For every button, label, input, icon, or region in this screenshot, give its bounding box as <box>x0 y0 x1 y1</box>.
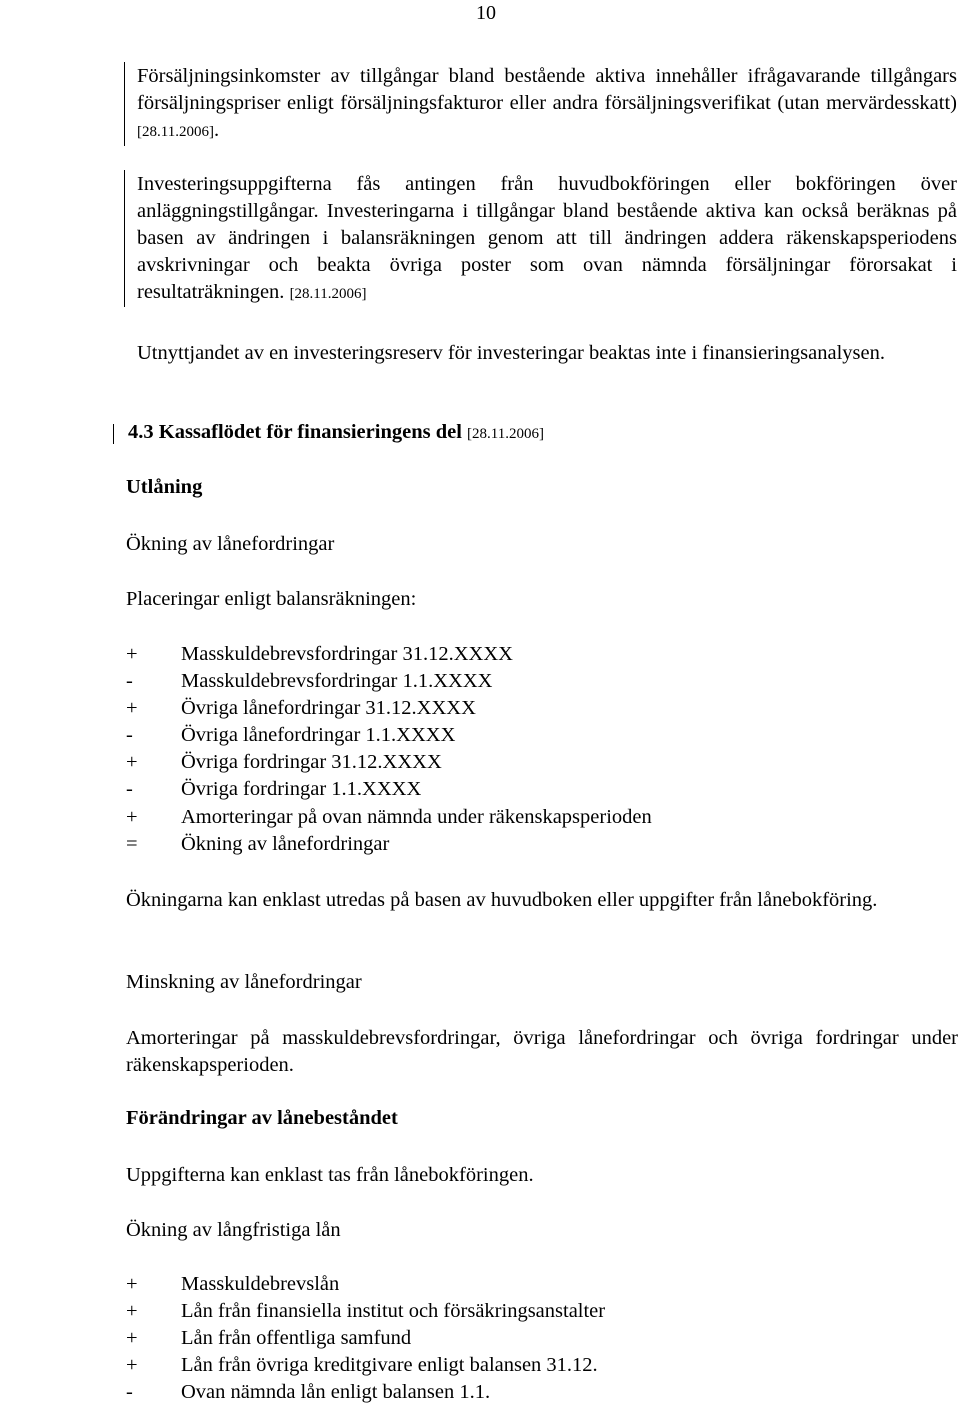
list-sign: = <box>126 832 138 855</box>
list-item <box>126 1352 605 1379</box>
list-label: Övriga fordringar 31.12.XXXX <box>181 751 442 774</box>
list-label: Masskuldebrevslån <box>181 1273 340 1295</box>
okningar-note: Ökningarna kan enklast utredas på basen av huvudboken eller uppgifter från lånebokföring. <box>126 889 878 911</box>
forandringar-text: Uppgifterna kan enklast tas från lånebokföringen. <box>126 1164 534 1186</box>
lanefordringar-list <box>126 641 652 858</box>
okning-langfristiga-subheading: Ökning av långfristiga lån <box>126 1219 341 1241</box>
list-item <box>126 804 652 831</box>
minskning-subheading: Minskning av lånefordringar <box>126 971 362 993</box>
paragraph-sales-income <box>137 63 957 146</box>
list-item <box>126 695 652 722</box>
change-bar <box>113 424 114 444</box>
list-sign: + <box>126 1354 138 1377</box>
list-label: Ovan nämnda lån enligt balansen 1.1. <box>181 1381 491 1404</box>
amendment-reference: [28.11.2006] <box>289 286 367 302</box>
page-number: 10 <box>476 2 496 24</box>
list-label: Masskuldebrevsfordringar 1.1.XXXX <box>181 670 493 693</box>
list-item <box>126 668 652 695</box>
list-sign: + <box>126 1327 138 1350</box>
list-item <box>126 776 652 803</box>
list-item <box>126 722 652 749</box>
list-label: Lån från offentliga samfund <box>181 1327 412 1350</box>
list-sign: + <box>126 751 138 774</box>
list-sign: + <box>126 1300 138 1323</box>
list-label: Övriga lånefordringar 1.1.XXXX <box>181 724 456 747</box>
list-label: Lån från finansiella institut och försäkringsanstalter <box>181 1300 606 1323</box>
list-label: Masskuldebrevsfordringar 31.12.XXXX <box>181 643 513 665</box>
langfristiga-lan-list <box>126 1271 605 1406</box>
list-label: Övriga fordringar 1.1.XXXX <box>181 778 422 801</box>
list-sign: + <box>126 1273 138 1295</box>
list-label: Ökning av lånefordringar <box>181 832 390 855</box>
paragraph-text: Investeringsuppgifterna fås antingen från huvudbokföringen eller bokföringen över anläggningstillgångar. Investeringarna i tillgångar bland bestående aktiva kan också beräknas på basen av ändringen i balansräkningen genom att till ändringen addera räkenskapsperiodens avskrivningar och beakta övriga poster som ovan nämnda försäljningar förorsakat i resultaträkningen. <box>137 173 957 303</box>
list-sign: + <box>126 697 138 720</box>
list-label: Lån från övriga kreditgivare enligt balansen 31.12. <box>181 1354 598 1377</box>
list-sign: + <box>126 805 138 828</box>
change-bar <box>124 62 125 146</box>
list-item <box>126 641 652 668</box>
paragraph-investment-reserve: Utnyttjandet av en investeringsreserv för investeringar beaktas inte i finansieringsanalysen. <box>137 342 886 364</box>
list-label: Övriga lånefordringar 31.12.XXXX <box>181 697 476 720</box>
change-bar <box>124 170 125 307</box>
paragraph-tail: . <box>213 119 220 141</box>
forandringar-heading: Förändringar av lånebeståndet <box>126 1107 398 1129</box>
amendment-reference: [28.11.2006] <box>137 124 214 140</box>
list-item <box>126 1271 605 1298</box>
list-label: Amorteringar på ovan nämnda under räkenskapsperioden <box>181 805 652 828</box>
list-item <box>126 1379 605 1406</box>
list-item <box>126 749 652 776</box>
amendment-reference: [28.11.2006] <box>467 426 544 442</box>
placeringar-intro: Placeringar enligt balansräkningen: <box>126 588 417 610</box>
list-sign: - <box>126 724 133 747</box>
list-item <box>126 1298 605 1325</box>
section-title: 4.3 Kassaflödet för finansieringens del <box>128 421 468 443</box>
section-heading <box>128 421 544 444</box>
okning-lanefordringar-subheading: Ökning av lånefordringar <box>126 533 335 555</box>
list-item <box>126 1325 605 1352</box>
utlaning-heading: Utlåning <box>126 476 203 498</box>
paragraph-investments <box>137 171 957 308</box>
list-sign: - <box>126 778 133 801</box>
list-sign: + <box>126 643 138 665</box>
list-sign: - <box>126 670 133 693</box>
list-sign: - <box>126 1381 133 1404</box>
minskning-text: Amorteringar på masskuldebrevsfordringar, övriga lånefordringar och övriga fordringar under räkenskapsperioden. <box>126 1027 958 1076</box>
list-item <box>126 831 652 858</box>
paragraph-text: Försäljningsinkomster av tillgångar bland bestående aktiva innehåller ifrågavarande tillgångars försäljningspriser enligt försäljningsfakturor eller andra försäljningsverifikat (utan mervärdesskatt) <box>137 65 957 114</box>
